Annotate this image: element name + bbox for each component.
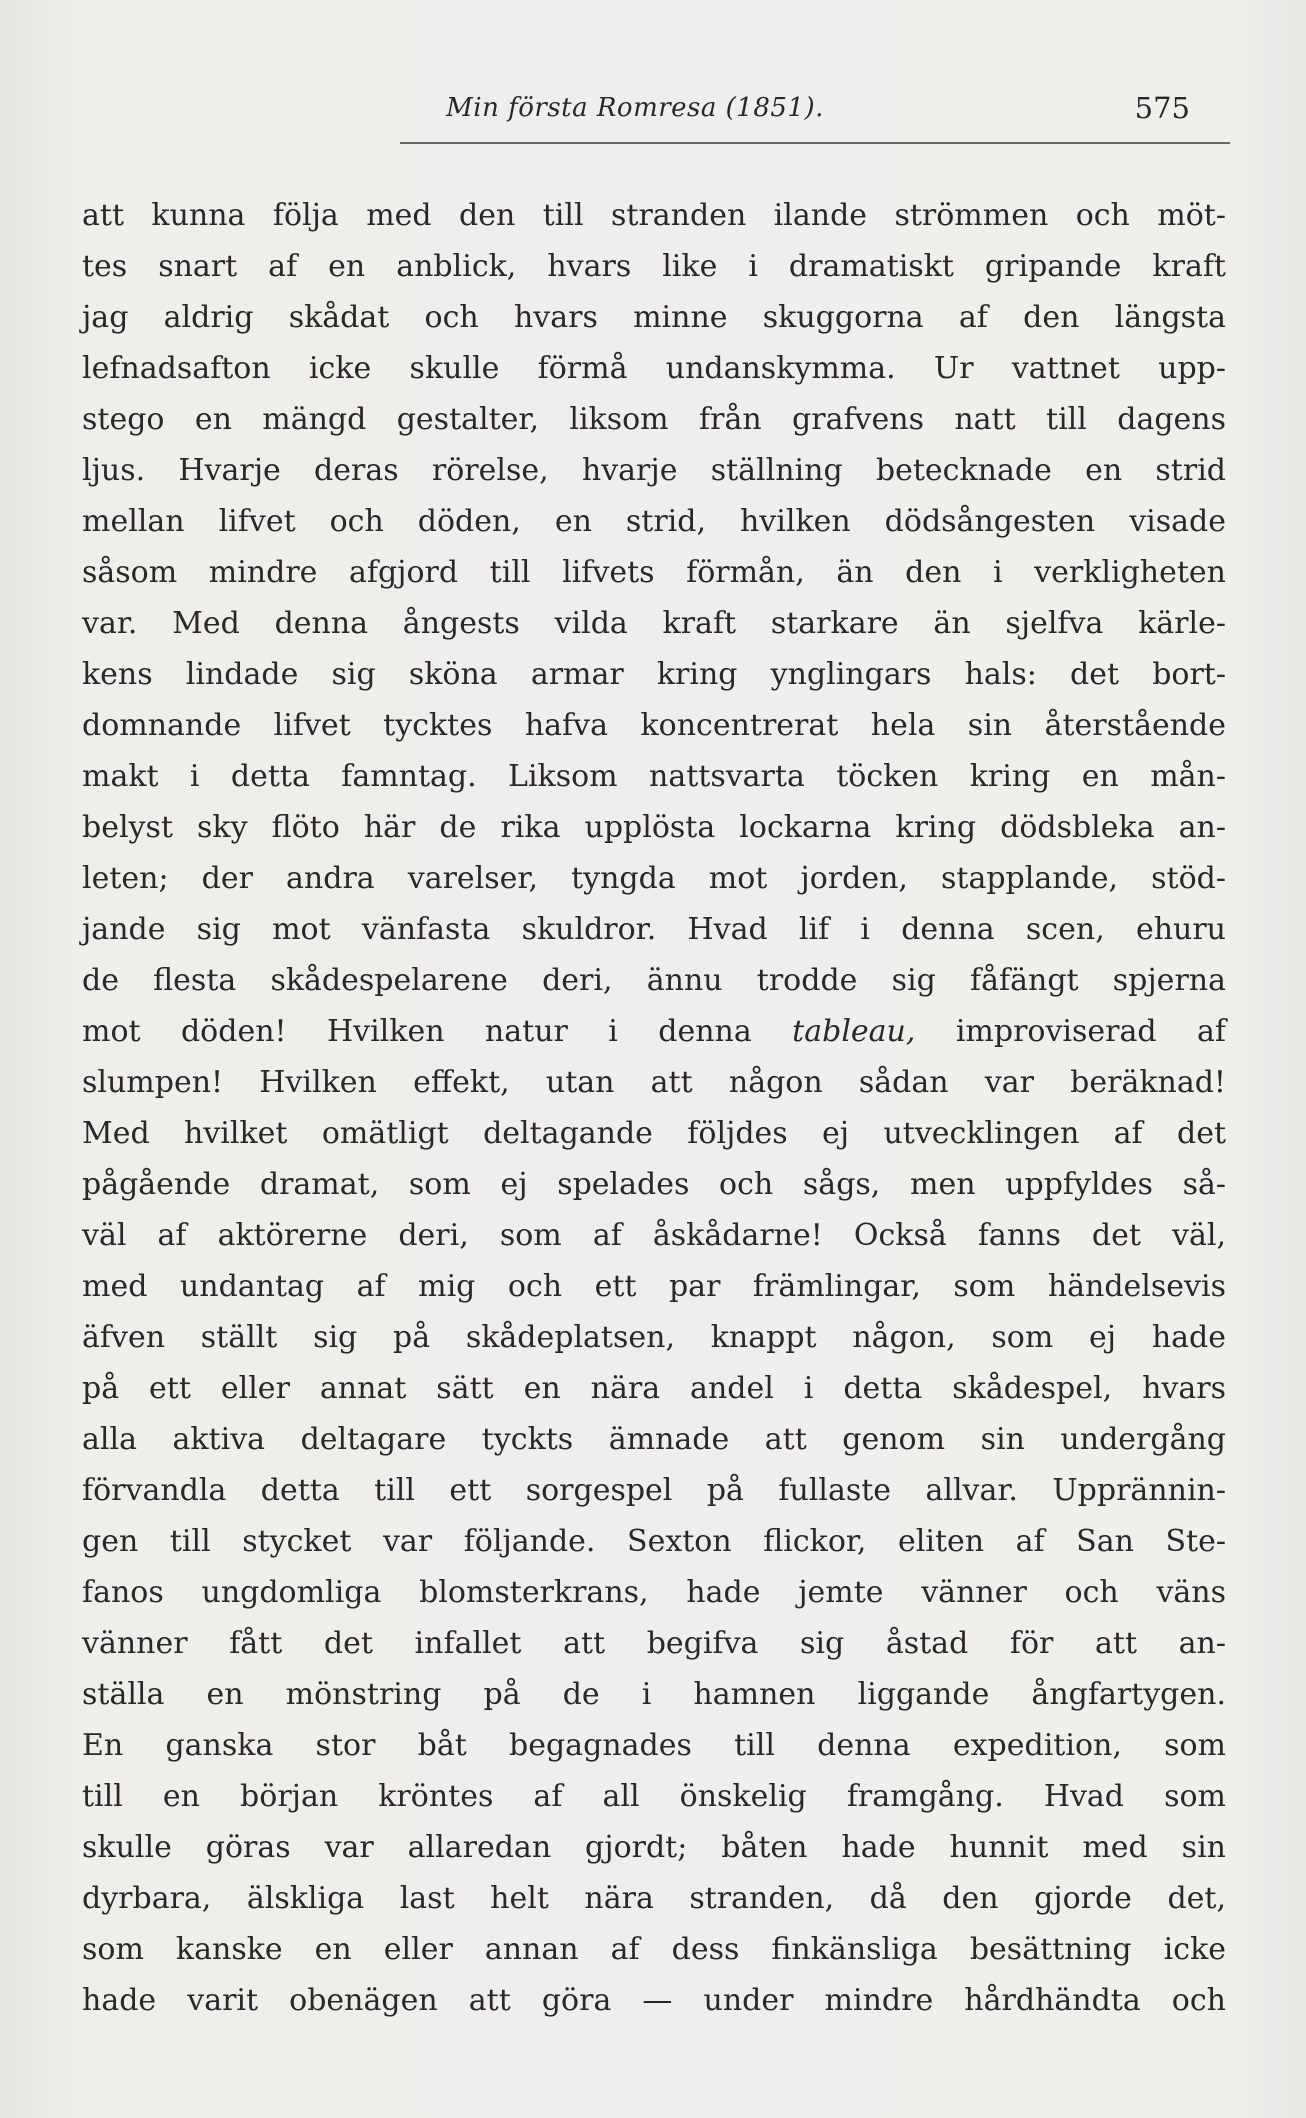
text-line: de flesta skådespelarene deri, ännu trodde sig fåfängt spjerna [82, 963, 1226, 998]
text-line: Med hvilket omätligt deltagande följdes ej utvecklingen af det [82, 1116, 1226, 1151]
running-head [80, 88, 1190, 128]
text-line: pågående dramat, som ej spelades och sågs, men uppfyldes så- [82, 1167, 1226, 1202]
text-line: på ett eller annat sätt en nära andel i detta skådespel, hvars [82, 1371, 1226, 1406]
text-line: ljus. Hvarje deras rörelse, hvarje ställning betecknade en strid [82, 453, 1226, 488]
running-title: Min första Romresa (1851). [446, 93, 824, 123]
text-line: hade varit obenägen att göra — under mindre hårdhändta och [82, 1983, 1226, 2018]
header-rule [400, 142, 1230, 144]
text-line: äfven ställt sig på skådeplatsen, knappt någon, som ej hade [82, 1320, 1226, 1355]
text-line: till en början kröntes af all önskelig framgång. Hvad som [82, 1779, 1226, 1814]
page-number: 575 [1134, 91, 1190, 125]
text-line: domnande lifvet tycktes hafva koncentrerat hela sin återstående [82, 708, 1226, 743]
text-line: var. Med denna ångests vilda kraft starkare än sjelfva kärle- [82, 606, 1226, 641]
text-line-with-italic [82, 1006, 1226, 1057]
text-segment: mot döden! Hvilken natur i denna [82, 1014, 752, 1049]
text-line: med undantag af mig och ett par främlingar, som händelsevis [82, 1269, 1226, 1304]
text-line: dyrbara, älskliga last helt nära stranden, då den gjorde det, [82, 1881, 1226, 1916]
text-line: leten; der andra varelser, tyngda mot jorden, stapplande, stöd- [82, 861, 1226, 896]
text-line: kens lindade sig sköna armar kring ynglingars hals: det bort- [82, 657, 1226, 692]
text-line: En ganska stor båt begagnades till denna expedition, som [82, 1728, 1226, 1763]
italic-word: tableau, [792, 1014, 916, 1049]
text-line: fanos ungdomliga blomsterkrans, hade jemte vänner och väns [82, 1575, 1226, 1610]
text-line: såsom mindre afgjord till lifvets förmån, än den i verkligheten [82, 555, 1226, 590]
text-line: jande sig mot vänfasta skuldror. Hvad lif i denna scen, ehuru [82, 912, 1226, 947]
text-line: mellan lifvet och döden, en strid, hvilken dödsångesten visade [82, 504, 1226, 539]
text-line: slumpen! Hvilken effekt, utan att någon sådan var beräknad! [82, 1065, 1226, 1100]
text-line: gen till stycket var följande. Sexton flickor, eliten af San Ste- [82, 1524, 1226, 1559]
text-line: makt i detta famntag. Liksom nattsvarta töcken kring en mån- [82, 759, 1226, 794]
text-line: alla aktiva deltagare tyckts ämnade att genom sin undergång [82, 1422, 1226, 1457]
text-line: som kanske en eller annan af dess finkänsliga besättning icke [82, 1932, 1226, 1967]
text-line: förvandla detta till ett sorgespel på fullaste allvar. Upprännin- [82, 1473, 1226, 1508]
text-line: vänner fått det infallet att begifva sig åstad för att an- [82, 1626, 1226, 1661]
text-line: skulle göras var allaredan gjordt; båten hade hunnit med sin [82, 1830, 1226, 1865]
text-line: ställa en mönstring på de i hamnen liggande ångfartygen. [82, 1677, 1226, 1712]
text-line: tes snart af en anblick, hvars like i dramatiskt gripande kraft [82, 249, 1226, 284]
text-line: stego en mängd gestalter, liksom från grafvens natt till dagens [82, 402, 1226, 437]
text-line: väl af aktörerne deri, som af åskådarne! Också fanns det väl, [82, 1218, 1226, 1253]
text-line: att kunna följa med den till stranden ilande strömmen och möt- [82, 198, 1226, 233]
text-line: lefnadsafton icke skulle förmå undanskymma. Ur vattnet upp- [82, 351, 1226, 386]
text-line: jag aldrig skådat och hvars minne skuggorna af den längsta [82, 300, 1226, 335]
text-segment: improviserad af [955, 1014, 1226, 1049]
body-text [82, 190, 1226, 2026]
text-line: belyst sky flöto här de rika upplösta lockarna kring dödsbleka an- [82, 810, 1226, 845]
